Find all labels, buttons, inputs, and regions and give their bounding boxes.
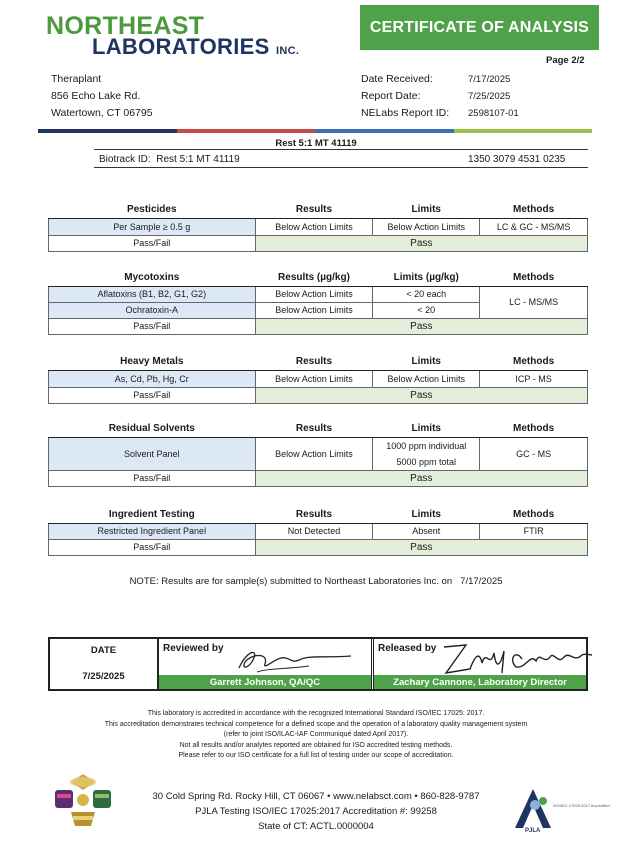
pjla-logo-text: PJLA <box>525 828 541 834</box>
solvents-passfail-value: Pass <box>255 470 587 486</box>
heavy-metals-analyte: As, Cd, Pb, Hg, Cr <box>49 370 256 387</box>
color-bar-blue <box>315 129 454 133</box>
biotrack-label <box>99 154 240 165</box>
releaser-signature <box>436 639 596 679</box>
report-meta-values <box>468 71 519 122</box>
limits-header: Limits (µg/kg) <box>373 270 480 286</box>
received-label: Date Received: <box>361 73 433 85</box>
report-meta-labels <box>361 71 449 122</box>
mycotoxins-passfail-value: Pass <box>255 318 587 334</box>
ingredients-limit: Absent <box>373 523 480 539</box>
color-bar-red <box>177 129 316 133</box>
report-id-label: NELabs Report ID: <box>361 107 450 119</box>
released-by-cell <box>371 639 586 689</box>
logo-laboratories-text: LABORATORIES <box>92 34 270 59</box>
color-bar-navy <box>38 129 177 133</box>
pesticides-result: Below Action Limits <box>255 218 373 235</box>
accreditation-line: (refer to joint ISO/ILAC-IAF Communiqué dated April 2017). <box>223 731 409 738</box>
pesticides-table <box>48 202 588 252</box>
aflatoxins-analyte: Aflatoxins (B1, B2, G1, G2) <box>49 286 256 302</box>
biotrack-number: 1350 3079 4531 0235 <box>468 154 566 165</box>
solvents-result: Below Action Limits <box>255 437 373 470</box>
logo-northeast: NORTHEAST <box>46 12 205 40</box>
client-address2: Watertown, CT 06795 <box>51 107 153 119</box>
color-bar-green <box>454 129 593 133</box>
pesticides-passfail-label: Pass/Fail <box>49 235 256 251</box>
ingredients-method: FTIR <box>480 523 588 539</box>
signature-box <box>48 637 588 691</box>
solvents-limit <box>373 437 480 470</box>
solvents-passfail-label: Pass/Fail <box>49 470 256 486</box>
client-name: Theraplant <box>51 73 102 85</box>
methods-header: Methods <box>480 507 588 523</box>
solvents-limit-total: 5000 ppm total <box>396 456 457 467</box>
biotrack-name: Rest 5:1 MT 41119 <box>156 154 240 165</box>
methods-header: Methods <box>480 354 588 370</box>
limits-header: Limits <box>373 507 480 523</box>
reviewer-name: Garrett Johnson, QA/QC <box>159 675 371 689</box>
footer-pjla: PJLA Testing ISO/IEC 17025:2017 Accreditation #: 99258 <box>195 806 437 817</box>
ochratoxin-analyte: Ochratoxin-A <box>49 302 256 318</box>
pjla-badge-text: ISO/IEC 17025:2017 Accredited <box>553 803 610 808</box>
heavy-metals-header: Heavy Metals <box>49 354 256 370</box>
pesticides-analyte: Per Sample ≥ 0.5 g <box>49 218 256 235</box>
biotrack-label-text: Biotrack ID: <box>99 154 151 165</box>
solvents-method: GC - MS <box>480 437 588 470</box>
limits-header: Limits <box>373 421 480 437</box>
ochratoxin-result: Below Action Limits <box>255 302 373 318</box>
results-header: Results <box>255 421 373 437</box>
accreditation-line: Not all results and/or analytes reported are obtained for ISO accredited testing methods. <box>179 741 453 749</box>
signature-date-value: 7/25/2025 <box>82 671 125 682</box>
mycotoxins-table <box>48 270 588 335</box>
page-number: Page 2/2 <box>546 55 585 66</box>
mycotoxins-method: LC - MS/MS <box>480 286 588 318</box>
heavy-metals-passfail-label: Pass/Fail <box>49 387 256 403</box>
solvents-analyte: Solvent Panel <box>49 437 256 470</box>
client-block <box>51 71 153 122</box>
reviewer-signature <box>229 642 359 678</box>
ochratoxin-limit: < 20 <box>373 302 480 318</box>
sample-title: Rest 5:1 MT 41119 <box>275 138 357 149</box>
results-header: Results <box>255 354 373 370</box>
certificate-title: CERTIFICATE OF ANALYSIS <box>360 5 599 50</box>
methods-header: Methods <box>480 270 588 286</box>
mycotoxins-passfail-label: Pass/Fail <box>49 318 256 334</box>
color-divider-bar <box>38 129 592 133</box>
aflatoxins-limit: < 20 each <box>373 286 480 302</box>
releaser-name: Zachary Cannone, Laboratory Director <box>374 675 586 689</box>
solvents-header: Residual Solvents <box>49 421 256 437</box>
heavy-metals-limit: Below Action Limits <box>373 370 480 387</box>
reviewed-by-label: Reviewed by <box>163 643 224 654</box>
divider <box>94 167 588 168</box>
released-by-label: Released by <box>378 643 437 654</box>
methods-header: Methods <box>480 421 588 437</box>
mycotoxins-header: Mycotoxins <box>49 270 256 286</box>
accreditation-line: This accreditation demonstrates technical competence for a defined scope and the operation of a laboratory quality management system <box>104 720 528 728</box>
logo-inc: INC. <box>276 45 300 57</box>
accreditation-statement <box>0 709 632 762</box>
ingredients-passfail-label: Pass/Fail <box>49 539 256 555</box>
limits-header: Limits <box>373 202 480 218</box>
logo-laboratories <box>92 36 299 58</box>
signature-date-cell <box>50 639 159 689</box>
solvents-table <box>48 421 588 487</box>
pesticides-passfail-value: Pass <box>255 235 587 251</box>
aflatoxins-result: Below Action Limits <box>255 286 373 302</box>
client-address1: 856 Echo Lake Rd. <box>51 90 141 102</box>
received-value: 7/17/2025 <box>468 74 511 85</box>
pesticides-header: Pesticides <box>49 202 256 218</box>
pjla-accreditation-logo-icon <box>505 783 610 834</box>
footer-address: 30 Cold Spring Rd. Rocky Hill, CT 06067 • www.nelabsct.com • 860-828-9787 <box>152 791 480 802</box>
ingredients-analyte: Restricted Ingredient Panel <box>49 523 256 539</box>
ingredients-header: Ingredient Testing <box>49 507 256 523</box>
accreditation-line: Please refer to our ISO certificate for a full list of testing under our scope of accreditation. <box>178 752 454 759</box>
accreditation-line: This laboratory is accredited in accordance with the recognized International Standard ISO/IEC 17025: 2017. <box>147 710 485 717</box>
heavy-metals-table <box>48 354 588 404</box>
heavy-metals-passfail-value: Pass <box>255 387 587 403</box>
reviewed-by-cell <box>159 639 371 689</box>
ingredients-table <box>48 507 588 556</box>
methods-header: Methods <box>480 202 588 218</box>
signature-date-label: DATE <box>90 645 117 656</box>
note-date: 7/17/2025 <box>460 576 503 587</box>
note-text: NOTE: Results are for sample(s) submitted to Northeast Laboratories Inc. on <box>129 576 453 587</box>
pesticides-limit: Below Action Limits <box>373 218 480 235</box>
pesticides-method: LC & GC - MS/MS <box>480 218 588 235</box>
heavy-metals-method: ICP - MS <box>480 370 588 387</box>
footer-state: State of CT: ACTL.0000004 <box>258 821 374 832</box>
report-id-value: 2598107-01 <box>468 108 519 119</box>
ingredients-result: Not Detected <box>255 523 373 539</box>
limits-header: Limits <box>373 354 480 370</box>
solvents-limit-individual: 1000 ppm individual <box>386 440 467 451</box>
heavy-metals-result: Below Action Limits <box>255 370 373 387</box>
results-header: Results <box>255 202 373 218</box>
divider <box>94 149 588 150</box>
results-header: Results <box>255 507 373 523</box>
report-date-value: 7/25/2025 <box>468 91 511 102</box>
results-header: Results (µg/kg) <box>255 270 373 286</box>
report-date-label: Report Date: <box>361 90 421 102</box>
ingredients-passfail-value: Pass <box>255 539 587 555</box>
results-note <box>0 576 632 587</box>
